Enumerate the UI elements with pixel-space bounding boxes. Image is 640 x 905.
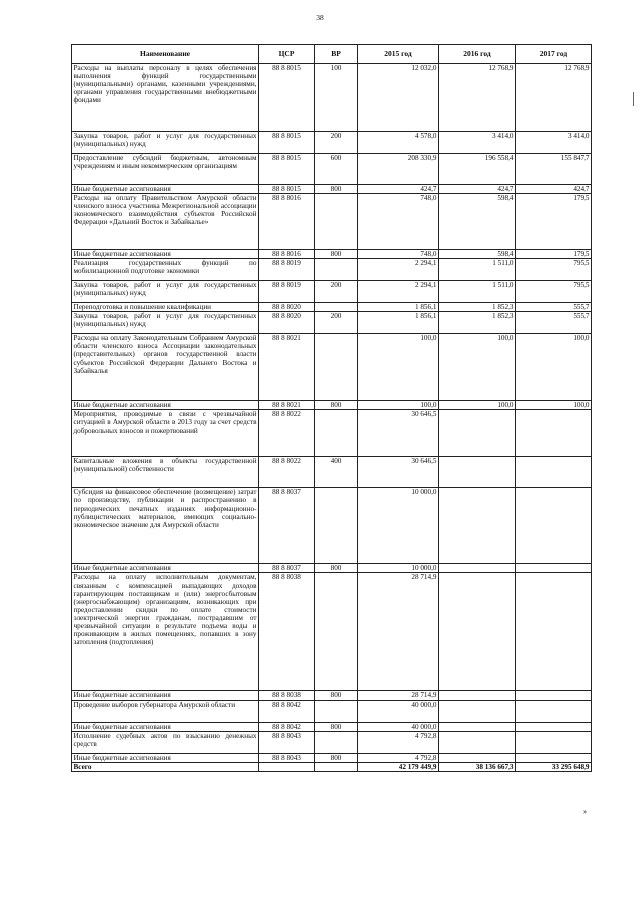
row-name: Субсидия на финансовое обеспечение (возмещение) затрат по производству, публикации и распространению в периодических печатных изданиях информационно-публицистических материалов, имеющих социально-экономическое значение для Амурской области [72, 488, 259, 564]
header-csr: ЦСР [259, 45, 315, 64]
table-row [72, 154, 592, 185]
row-2015: 40 000,0 [358, 722, 439, 731]
row-2015: 30 646,5 [358, 410, 439, 457]
row-vr: 800 [315, 250, 358, 259]
row-2015: 100,0 [358, 401, 439, 410]
budget-table [71, 44, 592, 772]
row-2015: 2 294,1 [358, 281, 439, 303]
table-row [72, 185, 592, 194]
page-number: 38 [316, 13, 324, 22]
table-row [72, 753, 592, 762]
row-csr: 88 8 8016 [259, 194, 315, 250]
row-name: Проведение выборов губернатора Амурской области [72, 700, 259, 722]
row-vr [315, 194, 358, 250]
row-name: Иные бюджетные ассигнования [72, 185, 259, 194]
row-name: Иные бюджетные ассигнования [72, 691, 259, 700]
row-2015: 4 792,8 [358, 753, 439, 762]
row-name: Расходы на выплаты персоналу в целях обеспечения выполнения функций государственными (муниципальными) органами, казенными учреждениями, органами управления государственными внебюджетными фондами [72, 64, 259, 132]
row-2015: 100,0 [358, 334, 439, 401]
row-name: Иные бюджетные ассигнования [72, 401, 259, 410]
table-row [72, 334, 592, 401]
row-2017 [516, 700, 592, 722]
row-vr [315, 700, 358, 722]
row-csr: 88 8 8043 [259, 731, 315, 753]
row-2015: 10 000,0 [358, 488, 439, 564]
row-name: Исполнение судебных актов по взысканию денежных средств [72, 731, 259, 753]
row-vr [315, 573, 358, 691]
row-csr: 88 8 8020 [259, 312, 315, 334]
row-2017: 100,0 [516, 401, 592, 410]
row-csr: 88 8 8038 [259, 573, 315, 691]
table-header-row [72, 45, 592, 64]
row-2017 [516, 457, 592, 488]
row-2016: 1 511,0 [439, 259, 516, 281]
table-row [72, 401, 592, 410]
row-csr: 88 8 8015 [259, 154, 315, 185]
row-csr: 88 8 8019 [259, 281, 315, 303]
side-margin-mark [633, 92, 634, 106]
row-2016: 598,4 [439, 250, 516, 259]
row-vr: 800 [315, 185, 358, 194]
row-2016 [439, 722, 516, 731]
row-2016 [439, 731, 516, 753]
row-2016: 100,0 [439, 401, 516, 410]
table-row [72, 281, 592, 303]
row-2015: 12 032,0 [358, 64, 439, 132]
row-csr: 88 8 8016 [259, 250, 315, 259]
row-2017: 12 768,9 [516, 64, 592, 132]
row-2015: 40 000,0 [358, 700, 439, 722]
table-row [72, 303, 592, 312]
row-2016: 1 852,3 [439, 312, 516, 334]
row-vr [315, 334, 358, 401]
table-row [72, 457, 592, 488]
row-csr: 88 8 8022 [259, 457, 315, 488]
row-name: Иные бюджетные ассигнования [72, 722, 259, 731]
row-2017 [516, 753, 592, 762]
table-row [72, 194, 592, 250]
row-csr: 88 8 8015 [259, 132, 315, 154]
row-2017: 795,5 [516, 281, 592, 303]
row-2016: 196 558,4 [439, 154, 516, 185]
row-csr: 88 8 8042 [259, 700, 315, 722]
row-vr: 800 [315, 401, 358, 410]
table-row [72, 259, 592, 281]
row-2017: 155 847,7 [516, 154, 592, 185]
row-vr: 800 [315, 722, 358, 731]
row-csr: 88 8 8037 [259, 488, 315, 564]
header-2016: 2016 год [439, 45, 516, 64]
row-vr: 200 [315, 312, 358, 334]
row-name: Закупка товаров, работ и услуг для государственных (муниципальных) нужд [72, 132, 259, 154]
table-row [72, 691, 592, 700]
table-row [72, 731, 592, 753]
total-2017: 33 295 648,9 [516, 762, 592, 771]
total-2016: 38 136 667,3 [439, 762, 516, 771]
row-2016 [439, 488, 516, 564]
row-2017: 555,7 [516, 312, 592, 334]
row-name: Реализация государственных функций по мобилизационной подготовке экономики [72, 259, 259, 281]
row-2017: 3 414,0 [516, 132, 592, 154]
row-2015: 4 792,8 [358, 731, 439, 753]
row-name: Иные бюджетные ассигнования [72, 753, 259, 762]
header-2015: 2015 год [358, 45, 439, 64]
continuation-mark: » [583, 807, 587, 816]
row-2016: 3 414,0 [439, 132, 516, 154]
row-2016 [439, 564, 516, 573]
row-vr: 400 [315, 457, 358, 488]
table-row [72, 700, 592, 722]
row-2016: 424,7 [439, 185, 516, 194]
row-2016 [439, 753, 516, 762]
row-2015: 1 856,1 [358, 303, 439, 312]
header-2017: 2017 год [516, 45, 592, 64]
row-vr: 800 [315, 691, 358, 700]
row-2016: 100,0 [439, 334, 516, 401]
row-name: Иные бюджетные ассигнования [72, 564, 259, 573]
row-2017: 424,7 [516, 185, 592, 194]
row-2015: 748,0 [358, 250, 439, 259]
row-2016: 1 852,3 [439, 303, 516, 312]
row-2015: 2 294,1 [358, 259, 439, 281]
row-csr: 88 8 8021 [259, 334, 315, 401]
row-csr: 88 8 8015 [259, 64, 315, 132]
total-vr [315, 762, 358, 771]
row-2016: 1 511,0 [439, 281, 516, 303]
row-name: Предоставление субсидий бюджетным, автономным учреждениям и иным некоммерческим организациям [72, 154, 259, 185]
row-csr: 88 8 8021 [259, 401, 315, 410]
row-2015: 1 856,1 [358, 312, 439, 334]
row-csr: 88 8 8019 [259, 259, 315, 281]
table-row [72, 573, 592, 691]
row-2017 [516, 573, 592, 691]
total-csr [259, 762, 315, 771]
row-2017 [516, 488, 592, 564]
row-name: Мероприятия, проводимые в связи с чрезвычайной ситуацией в Амурской области в 2013 году за счет средств добровольных взносов и пожертвований [72, 410, 259, 457]
row-2017: 179,5 [516, 194, 592, 250]
row-vr [315, 259, 358, 281]
row-2016: 12 768,9 [439, 64, 516, 132]
row-csr: 88 8 8022 [259, 410, 315, 457]
row-2015: 28 714,9 [358, 691, 439, 700]
row-csr: 88 8 8038 [259, 691, 315, 700]
row-csr: 88 8 8020 [259, 303, 315, 312]
row-2015: 4 578,0 [358, 132, 439, 154]
row-vr [315, 410, 358, 457]
row-2017 [516, 691, 592, 700]
table-row [72, 312, 592, 334]
table-row [72, 410, 592, 457]
total-row [72, 762, 592, 771]
row-2015: 208 330,9 [358, 154, 439, 185]
row-vr: 800 [315, 564, 358, 573]
row-vr [315, 488, 358, 564]
row-2015: 10 000,0 [358, 564, 439, 573]
table-row [72, 64, 592, 132]
row-csr: 88 8 8015 [259, 185, 315, 194]
row-vr: 600 [315, 154, 358, 185]
row-2016 [439, 700, 516, 722]
row-2016: 598,4 [439, 194, 516, 250]
row-name: Расходы на оплату Правительством Амурской области членского взноса участника Межрегиональной ассоциации экономического взаимодействия субъектов Российской Федерации «Дальний Восток и Забайкалье» [72, 194, 259, 250]
row-vr: 200 [315, 281, 358, 303]
table-row [72, 488, 592, 564]
row-2017 [516, 410, 592, 457]
row-2017: 100,0 [516, 334, 592, 401]
row-2017 [516, 564, 592, 573]
header-name: Наименование [72, 45, 259, 64]
row-name: Расходы на оплату исполнительным документам, связанным с компенсацией выпадающих доходов гарантирующим поставщикам и (или) энергосбытовым (энергоснабжающим) организациям, возникающих при предоставлении скидки по оплате стоимости электрической энергии гражданам, пострадавшим от чрезвычайной ситуации в результате подъема воды и проживающим в жилых помещениях, попавших в зону затопления (подтопления) [72, 573, 259, 691]
row-vr [315, 731, 358, 753]
total-2015: 42 179 449,9 [358, 762, 439, 771]
row-2015: 424,7 [358, 185, 439, 194]
row-2017 [516, 731, 592, 753]
row-vr [315, 303, 358, 312]
row-name: Капитальные вложения в объекты государственной (муниципальной) собственности [72, 457, 259, 488]
row-name: Иные бюджетные ассигнования [72, 250, 259, 259]
total-label: Всего [72, 762, 259, 771]
row-name: Закупка товаров, работ и услуг для государственных (муниципальных) нужд [72, 281, 259, 303]
row-vr: 200 [315, 132, 358, 154]
table-row [72, 132, 592, 154]
row-2016 [439, 410, 516, 457]
row-csr: 88 8 8037 [259, 564, 315, 573]
row-name: Переподготовка и повышение квалификации [72, 303, 259, 312]
row-vr: 800 [315, 753, 358, 762]
row-2016 [439, 573, 516, 691]
row-csr: 88 8 8043 [259, 753, 315, 762]
table-row [72, 564, 592, 573]
row-vr: 100 [315, 64, 358, 132]
row-2017: 555,7 [516, 303, 592, 312]
row-2016 [439, 691, 516, 700]
row-2015: 30 646,5 [358, 457, 439, 488]
row-2016 [439, 457, 516, 488]
header-vr: ВР [315, 45, 358, 64]
row-2017 [516, 722, 592, 731]
table-row [72, 722, 592, 731]
row-name: Расходы на оплату Законодательным Собранием Амурской области членского взноса Ассоциации законодательных (представительных) органов государственной власти субъектов Российской Федерации Дальнего Востока и Забайкалья [72, 334, 259, 401]
row-name: Закупка товаров, работ и услуг для государственных (муниципальных) нужд [72, 312, 259, 334]
row-csr: 88 8 8042 [259, 722, 315, 731]
row-2015: 28 714,9 [358, 573, 439, 691]
table-row [72, 250, 592, 259]
row-2017: 795,5 [516, 259, 592, 281]
row-2017: 179,5 [516, 250, 592, 259]
row-2015: 748,0 [358, 194, 439, 250]
